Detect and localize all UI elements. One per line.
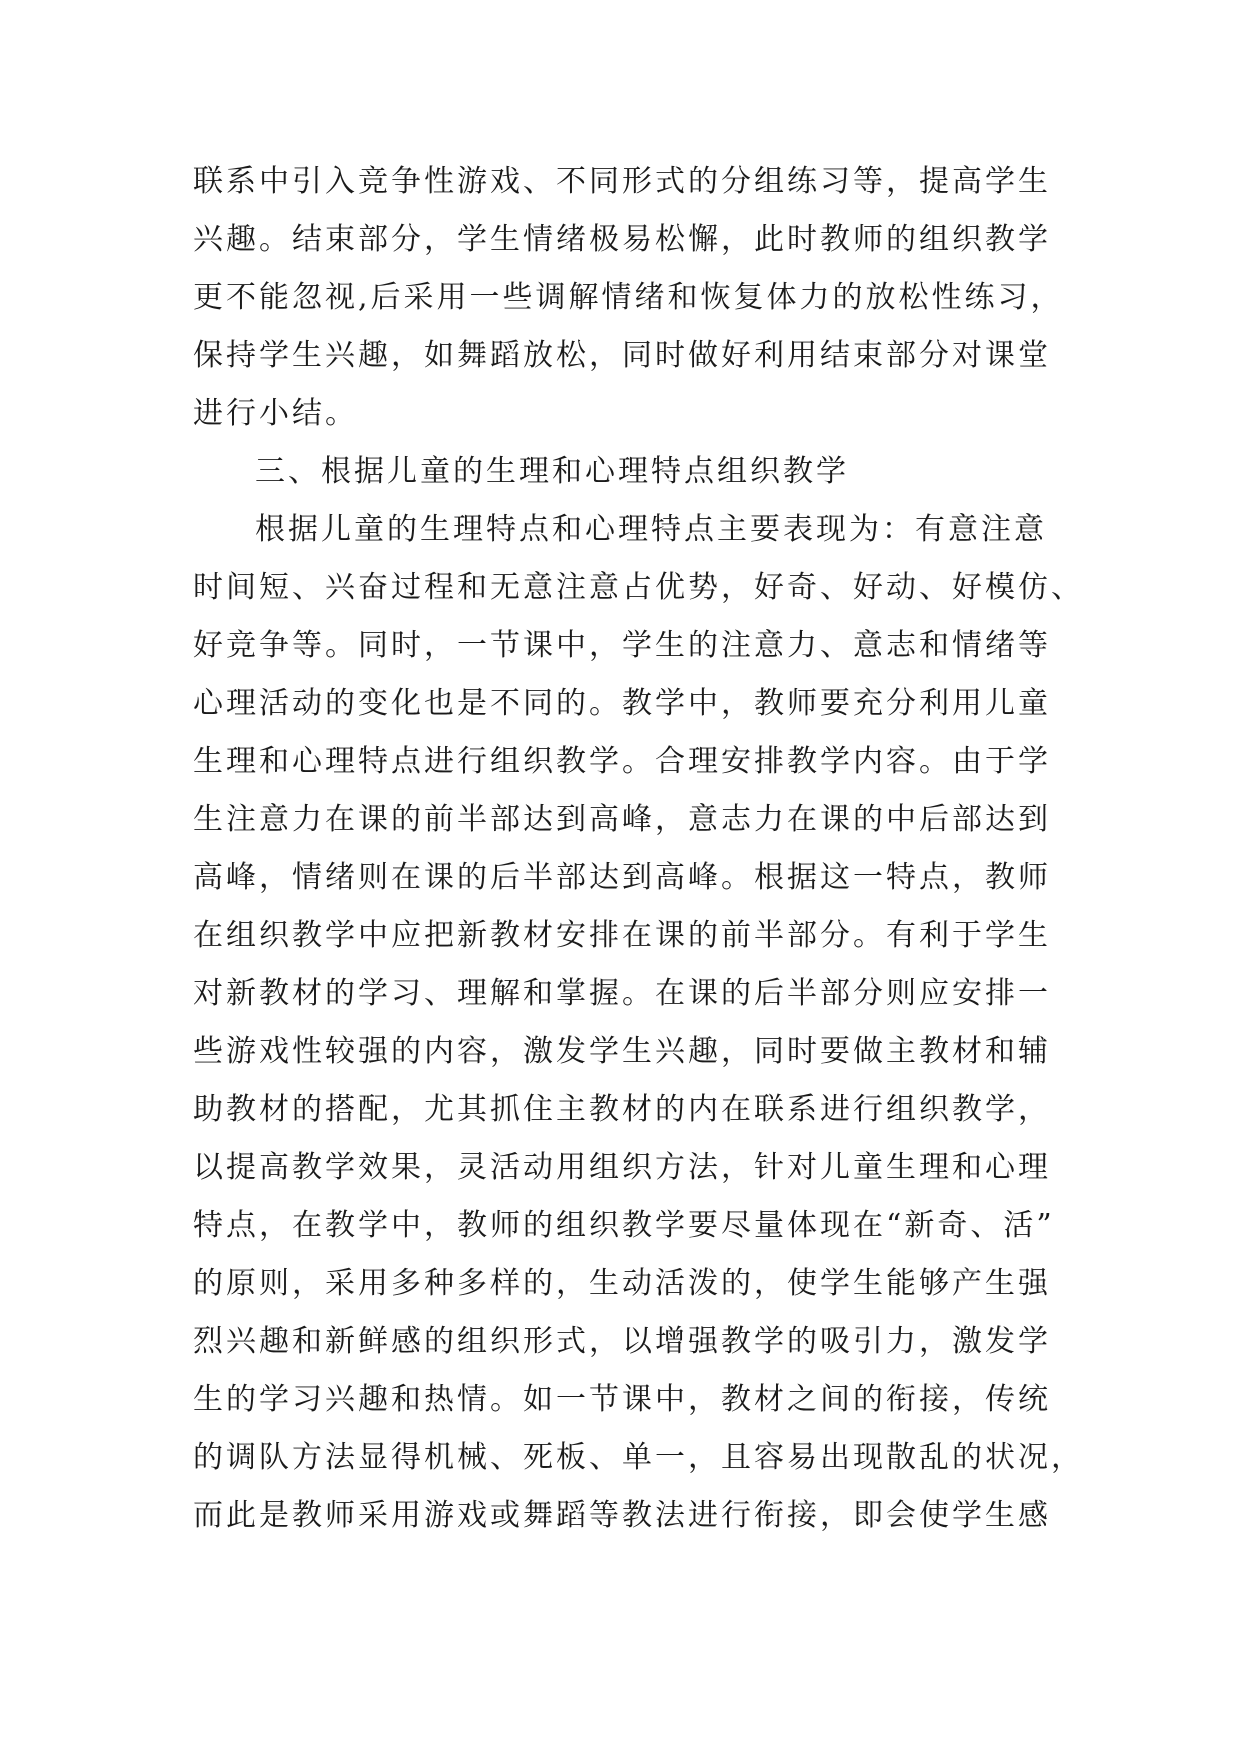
- text-line: 在组织教学中应把新教材安排在课的前半部分。有利于学生: [193, 918, 1051, 953]
- text-line: 高峰，情绪则在课的后半部达到高峰。根据这一特点，教师: [193, 860, 1051, 895]
- text-line: 助教材的搭配，尤其抓住主教材的内在联系进行组织教学，: [193, 1092, 1051, 1127]
- text-line: 进行小结。: [193, 396, 358, 431]
- text-line: 保持学生兴趣，如舞蹈放松，同时做好利用结束部分对课堂: [193, 338, 1051, 373]
- text-line: 特点，在教学中，教师的组织教学要尽量体现在“新奇、活”: [193, 1208, 1055, 1243]
- section-heading: 三、根据儿童的生理和心理特点组织教学: [255, 454, 849, 489]
- text-line: 烈兴趣和新鲜感的组织形式，以增强教学的吸引力，激发学: [193, 1324, 1051, 1359]
- text-line: 好竞争等。同时，一节课中，学生的注意力、意志和情绪等: [193, 628, 1051, 663]
- text-line: 而此是教师采用游戏或舞蹈等教法进行衔接，即会使学生感: [193, 1498, 1051, 1533]
- text-line: 生的学习兴趣和热情。如一节课中，教材之间的衔接，传统: [193, 1382, 1051, 1417]
- text-line: 心理活动的变化也是不同的。教学中，教师要充分利用儿童: [193, 686, 1051, 721]
- text-line: 时间短、兴奋过程和无意注意占优势，好奇、好动、好模仿、: [193, 570, 1084, 605]
- text-line: 联系中引入竞争性游戏、不同形式的分组练习等，提高学生: [193, 164, 1051, 199]
- text-line: 以提高教学效果，灵活动用组织方法，针对儿童生理和心理: [193, 1150, 1051, 1185]
- text-line: 对新教材的学习、理解和掌握。在课的后半部分则应安排一: [193, 976, 1051, 1011]
- text-line: 的调队方法显得机械、死板、单一，且容易出现散乱的状况，: [193, 1440, 1084, 1475]
- text-line: 更不能忽视,后采用一些调解情绪和恢复体力的放松性练习，: [193, 280, 1064, 315]
- text-line: 些游戏性较强的内容，激发学生兴趣，同时要做主教材和辅: [193, 1034, 1051, 1069]
- text-line: 兴趣。结束部分，学生情绪极易松懈，此时教师的组织教学: [193, 222, 1051, 257]
- text-line: 生理和心理特点进行组织教学。合理安排教学内容。由于学: [193, 744, 1051, 779]
- text-line: 生注意力在课的前半部达到高峰，意志力在课的中后部达到: [193, 802, 1051, 837]
- text-line: 根据儿童的生理特点和心理特点主要表现为：有意注意: [255, 512, 1047, 547]
- text-line: 的原则，采用多种多样的，生动活泼的，使学生能够产生强: [193, 1266, 1051, 1301]
